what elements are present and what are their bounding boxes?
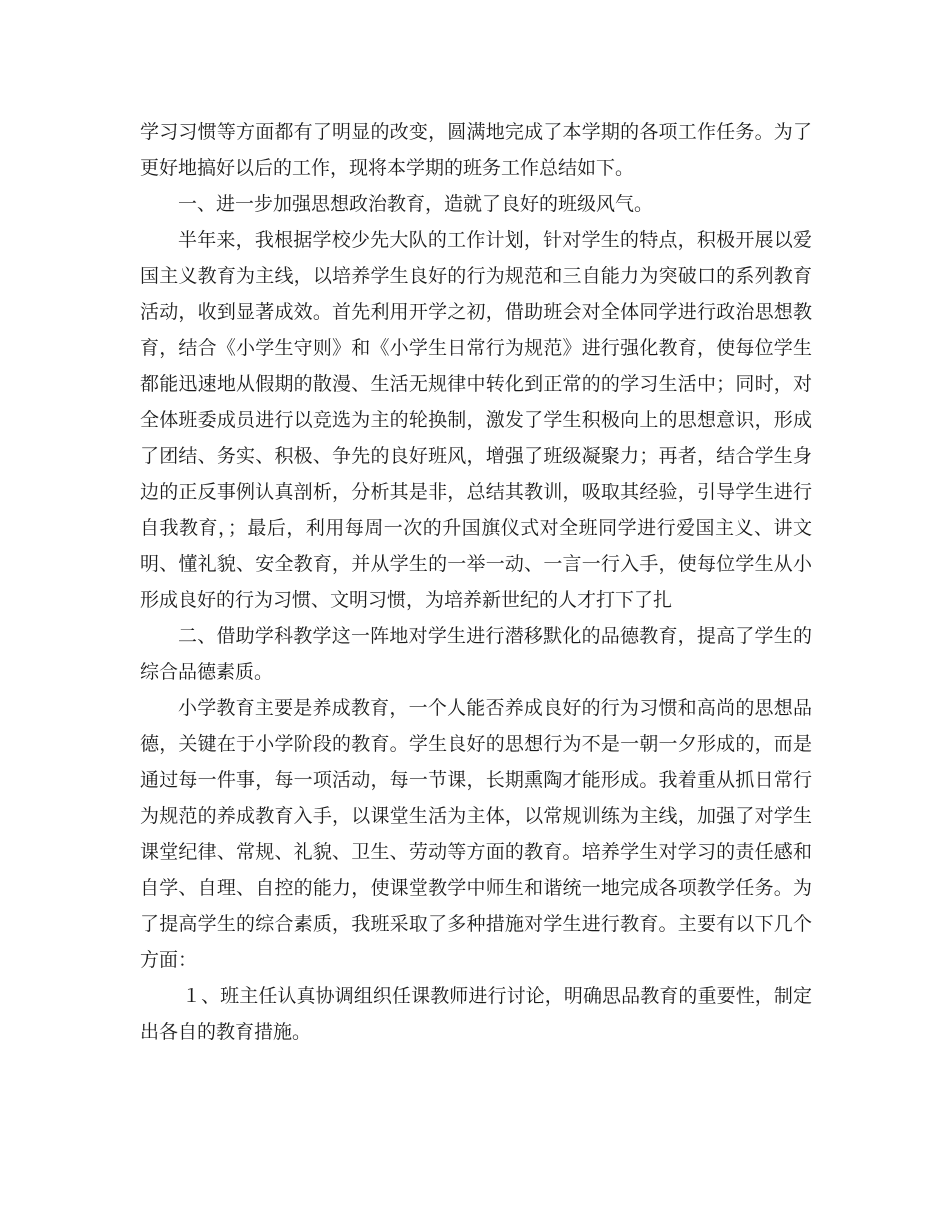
paragraph-intro-continued: 学习习惯等方面都有了明显的改变，圆满地完成了本学期的各项工作任务。为了更好地搞好以后的工作，现将本学期的班务工作总结如下。 (140, 121, 812, 179)
paragraph-section-1: 半年来，我根据学校少先大队的工作计划，针对学生的特点，积极开展以爱国主义教育为主线，以培养学生良好的行为规范和三自能力为突破口的系列教育活动，收到显著成效。首先利用开学之初，借助班会对全体同学进行政治思想教育，结合《小学生守则》和《小学生日常行为规范》进行强化教育，使每位学生都能迅速地从假期的散漫、生活无规律中转化到正常的的学习生活中；同时，对全体班委成员进行以竞选为主的轮换制，激发了学生积极向上的思想意识，形成了团结、务实、积极、争先的良好班风，增强了班级凝聚力；再者，结合学生身边的正反事例认真剖析，分析其是非，总结其教训，吸取其经验，引导学生进行自我教育，；最后，利用每周一次的升国旗仪式对全班同学进行爱国主义、讲文明、懂礼貌、安全教育，并从学生的一举一动、一言一行入手，使每位学生从小形成良好的行为习惯、文明习惯，为培养新世纪的人才打下了扎 (140, 229, 812, 611)
section-heading-2: 二、借助学科教学这一阵地对学生进行潜移默化的品德教育，提高了学生的综合品德素质。 (140, 625, 812, 683)
list-item-1: １、班主任认真协调组织任课教师进行讨论，明确思品教育的重要性，制定出各自的教育措施。 (140, 985, 812, 1043)
document-body (140, 114, 812, 1050)
section-heading-1: 一、进一步加强思想政治教育，造就了良好的班级风气。 (178, 193, 654, 215)
paragraph-section-2: 小学教育主要是养成教育，一个人能否养成良好的行为习惯和高尚的思想品德，关键在于小学阶段的教育。学生良好的思想行为不是一朝一夕形成的，而是通过每一件事，每一项活动，每一节课，长期熏陶才能形成。我着重从抓日常行为规范的养成教育入手，以课堂生活为主体，以常规训练为主线，加强了对学生课堂纪律、常规、礼貌、卫生、劳动等方面的教育。培养学生对学习的责任感和自学、自理、自控的能力，使课堂教学中师生和谐统一地完成各项教学任务。为了提高学生的综合素质，我班采取了多种措施对学生进行教育。主要有以下几个方面： (140, 697, 812, 971)
